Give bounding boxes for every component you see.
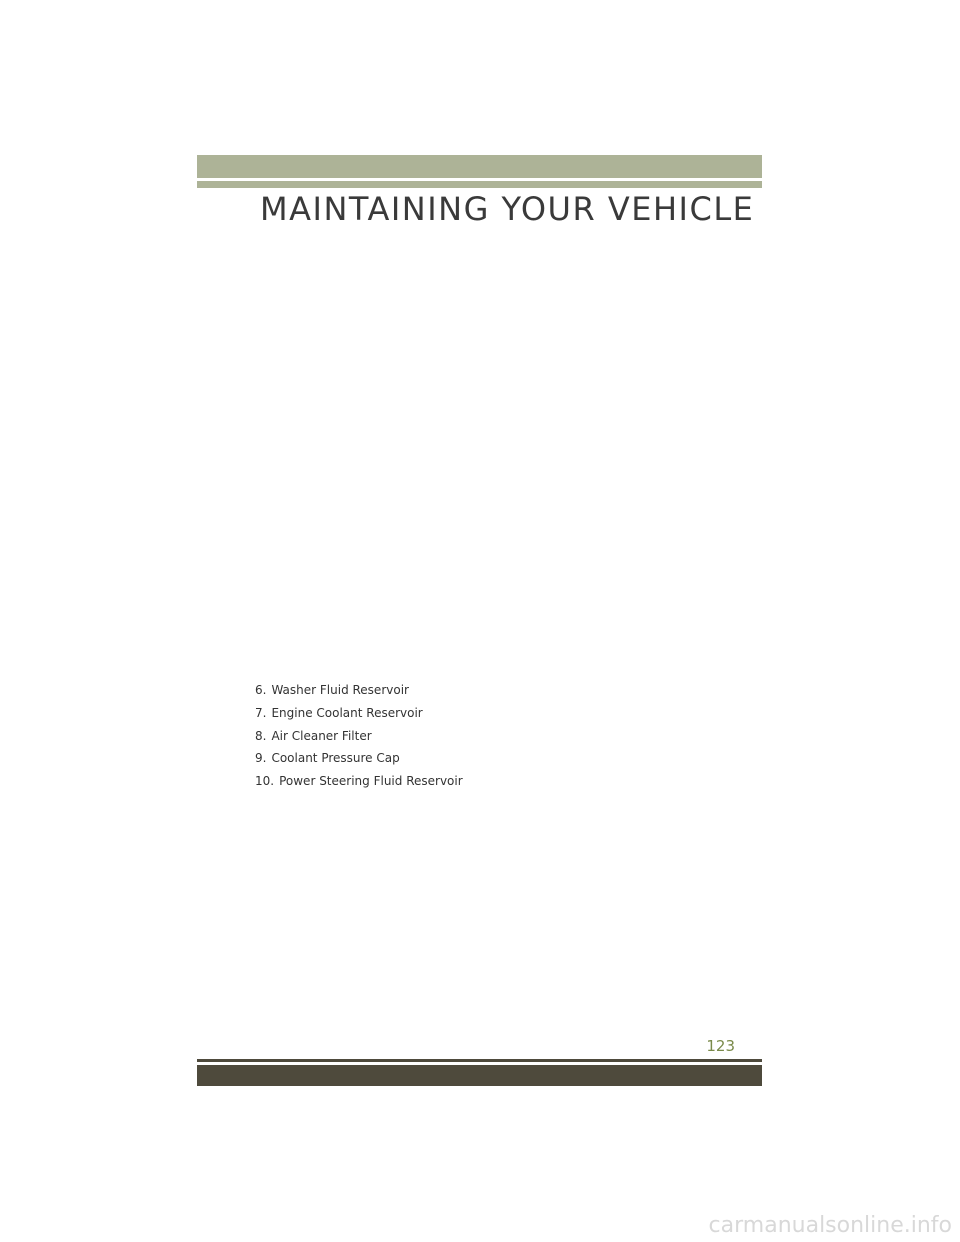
legend-item-label: Washer Fluid Reservoir [271, 683, 409, 697]
header-band [197, 155, 762, 178]
legend-list [255, 683, 463, 797]
legend-item [255, 729, 463, 743]
watermark[interactable]: carmanualsonline.info [708, 1213, 952, 1238]
legend-item [255, 683, 463, 697]
legend-item-label: Engine Coolant Reservoir [271, 705, 423, 720]
legend-item [255, 774, 463, 788]
legend-item-label: Air Cleaner Filter [271, 728, 372, 743]
legend-item-number: 10. [255, 774, 275, 789]
legend-item-number: 6. [255, 683, 267, 697]
legend-item-number: 9. [255, 751, 267, 766]
legend-item [255, 751, 463, 765]
legend-item-number: 8. [255, 728, 267, 743]
section-title: MAINTAINING YOUR VEHICLE [260, 190, 755, 228]
legend-item-label: Power Steering Fluid Reservoir [279, 774, 463, 789]
header-band-stripe [197, 181, 762, 188]
page-number: 123 [706, 1037, 735, 1055]
footer-band [197, 1065, 762, 1086]
legend-item-label: Coolant Pressure Cap [271, 751, 400, 766]
legend-item-number: 7. [255, 705, 267, 720]
legend-item [255, 706, 463, 720]
footer-band-stripe [197, 1059, 762, 1062]
